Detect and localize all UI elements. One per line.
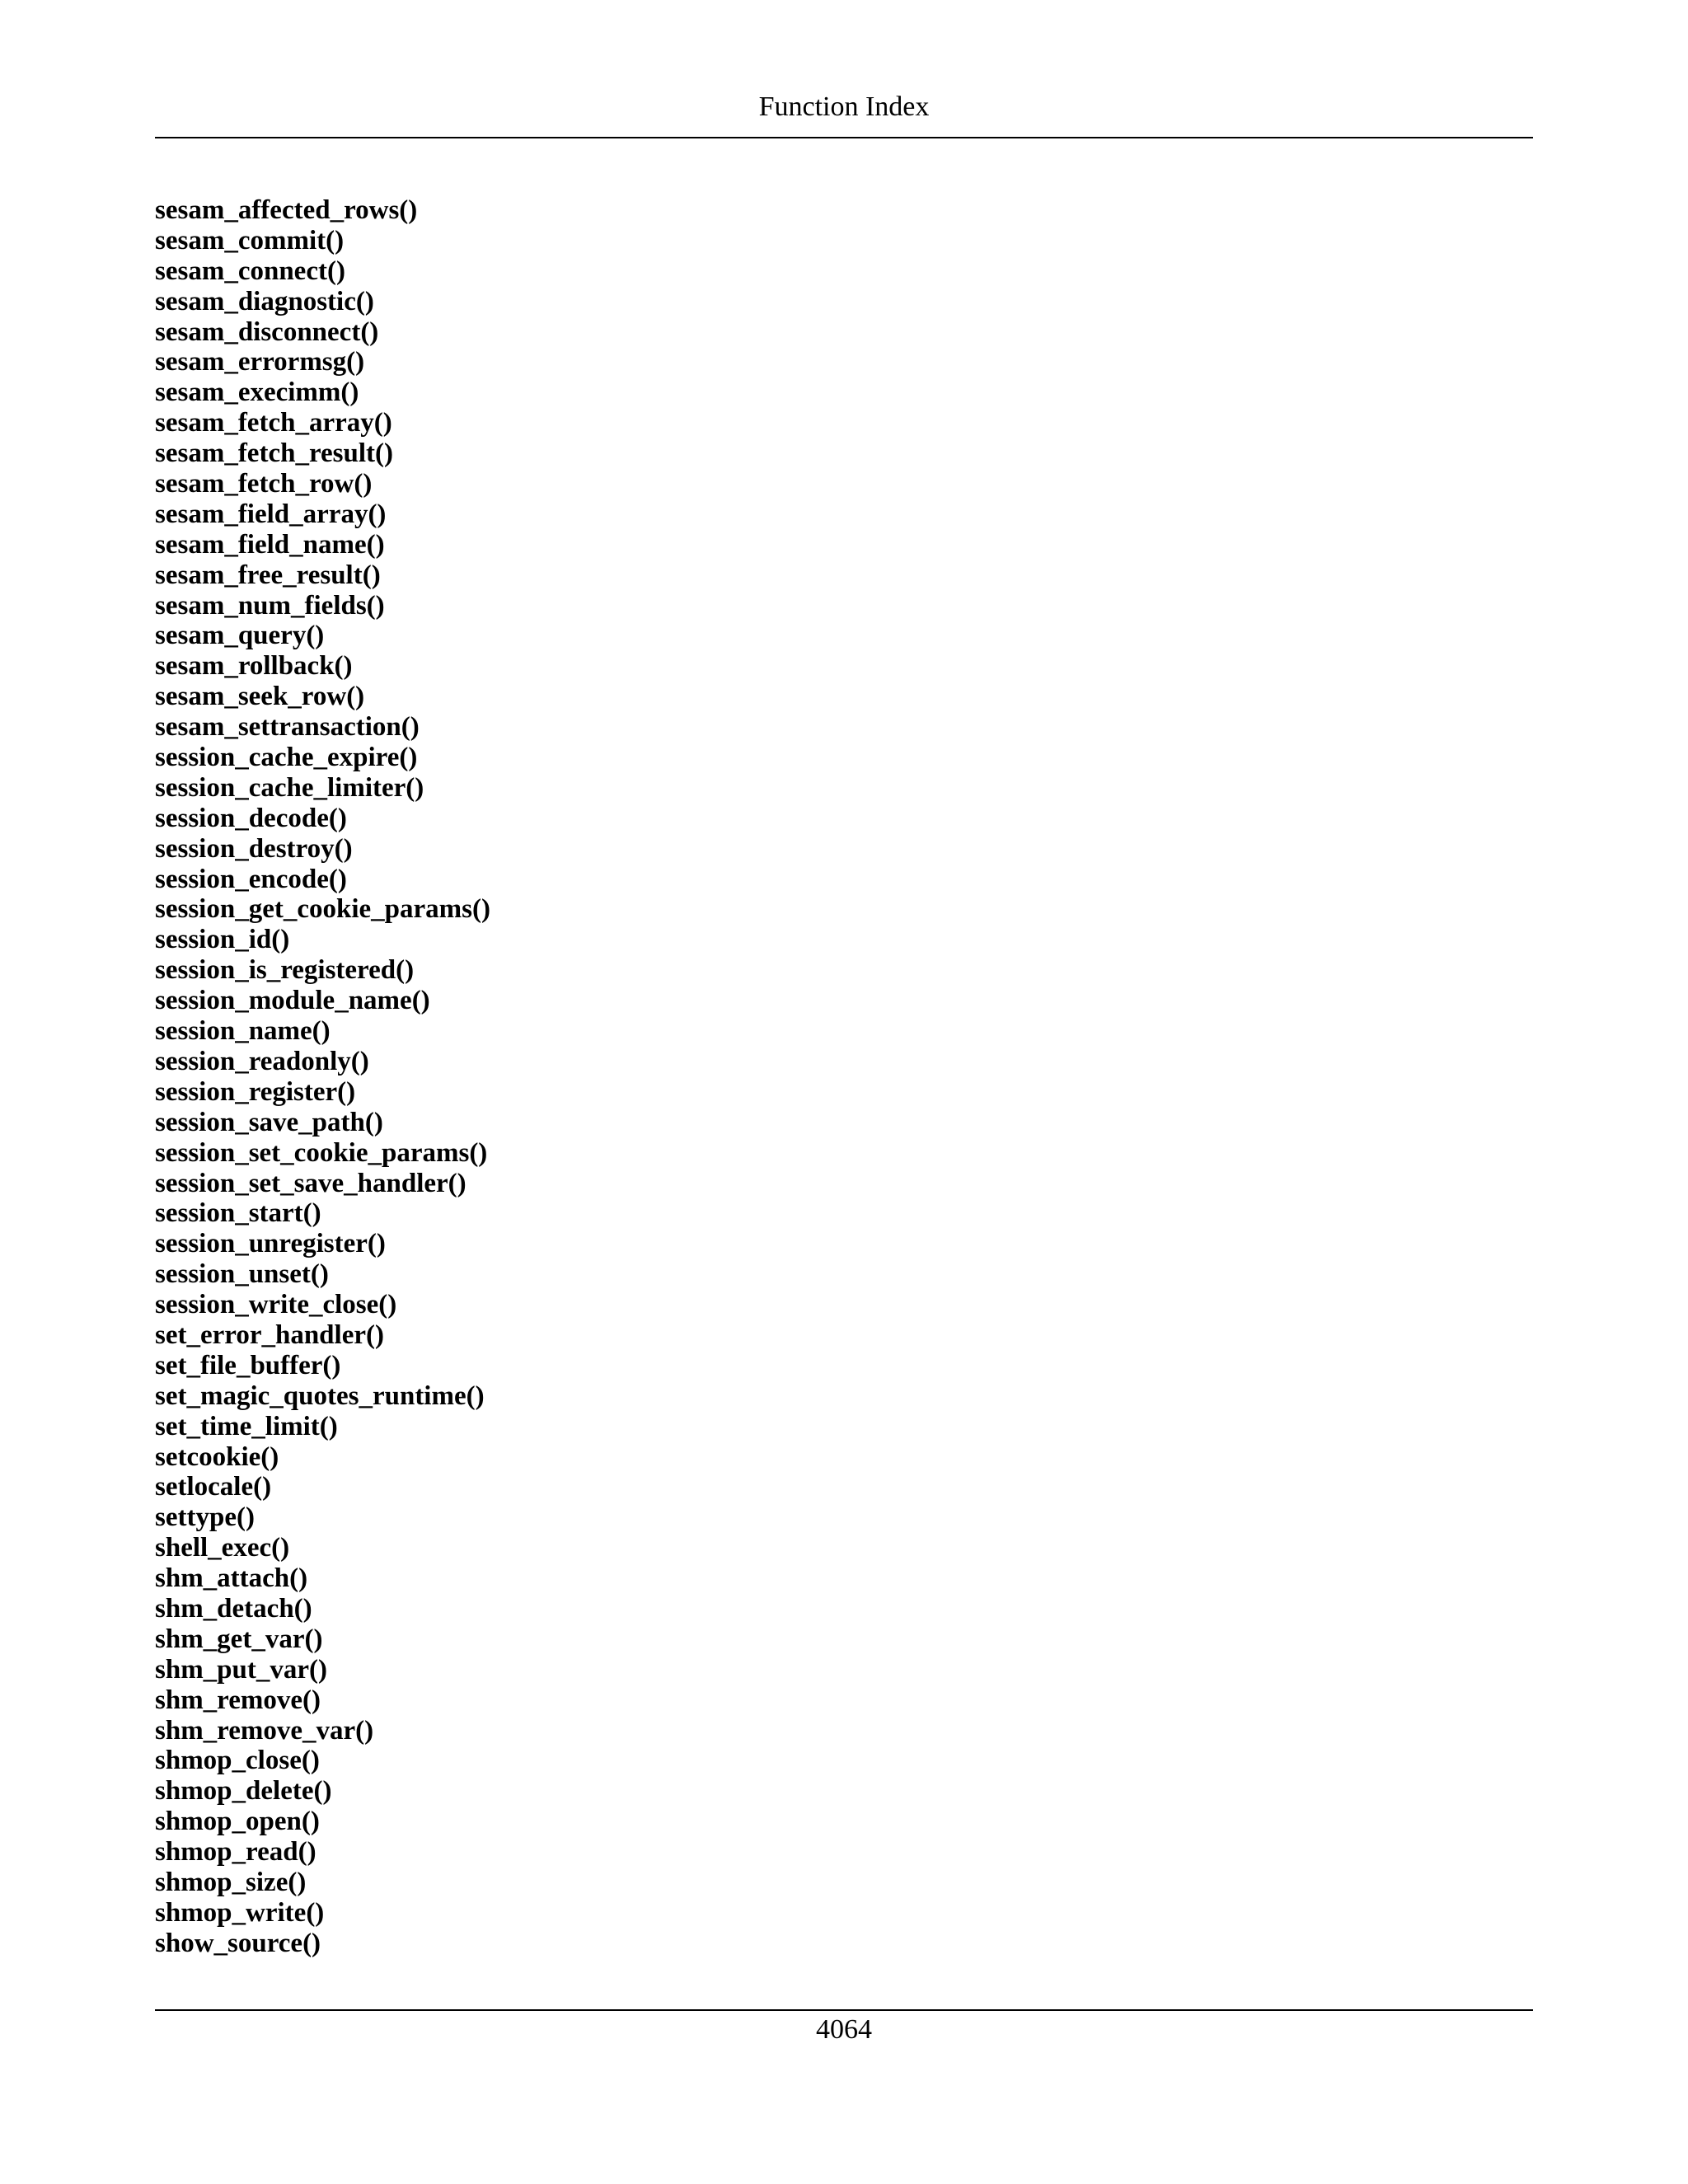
function-entry: sesam_seek_row() bbox=[155, 682, 365, 712]
function-entry: setcookie() bbox=[155, 1441, 279, 1472]
function-entry: sesam_fetch_row() bbox=[155, 469, 373, 499]
function-entry: shmop_size() bbox=[155, 1867, 307, 1897]
function-entry: session_readonly() bbox=[155, 1046, 369, 1076]
function-entry: set_error_handler() bbox=[155, 1319, 384, 1350]
function-entry: shmop_open() bbox=[155, 1807, 320, 1837]
function-entry: session_save_path() bbox=[155, 1107, 383, 1137]
function-entry: session_is_registered() bbox=[155, 955, 415, 986]
function-entry: show_source() bbox=[155, 1928, 321, 1958]
function-entry: session_set_save_handler() bbox=[155, 1168, 467, 1198]
function-entry: sesam_rollback() bbox=[155, 651, 353, 682]
function-entry: sesam_free_result() bbox=[155, 560, 381, 590]
function-entry: session_register() bbox=[155, 1076, 356, 1107]
function-entry: sesam_affected_rows() bbox=[155, 195, 418, 225]
function-entry: sesam_num_fields() bbox=[155, 590, 385, 621]
function-entry: sesam_settransaction() bbox=[155, 712, 420, 743]
function-entry: session_destroy() bbox=[155, 833, 353, 864]
function-entry: session_write_close() bbox=[155, 1290, 397, 1320]
function-entry: set_magic_quotes_runtime() bbox=[155, 1380, 485, 1411]
function-entry: shm_get_var() bbox=[155, 1624, 323, 1654]
function-entry: sesam_connect() bbox=[155, 255, 345, 286]
function-entry: sesam_field_array() bbox=[155, 499, 387, 529]
footer-rule bbox=[155, 2009, 1533, 2011]
function-entry: settype() bbox=[155, 1502, 255, 1533]
function-entry: sesam_field_name() bbox=[155, 529, 385, 560]
function-entry: session_decode() bbox=[155, 803, 347, 833]
function-entry: sesam_errormsg() bbox=[155, 347, 365, 377]
function-entry: session_get_cookie_params() bbox=[155, 894, 490, 925]
function-entry: shmop_write() bbox=[155, 1897, 325, 1928]
function-entry: sesam_query() bbox=[155, 621, 325, 651]
function-entry: session_unregister() bbox=[155, 1229, 386, 1259]
function-entry: shmop_read() bbox=[155, 1837, 316, 1868]
function-entry: session_encode() bbox=[155, 864, 347, 894]
function-index-list bbox=[155, 195, 490, 1959]
page-header-title: Function Index bbox=[758, 91, 930, 122]
function-entry: shell_exec() bbox=[155, 1533, 290, 1563]
function-entry: session_start() bbox=[155, 1198, 321, 1229]
function-entry: session_name() bbox=[155, 1016, 331, 1047]
function-entry: session_module_name() bbox=[155, 986, 430, 1016]
function-entry: session_unset() bbox=[155, 1259, 329, 1290]
function-entry: sesam_commit() bbox=[155, 225, 345, 255]
function-entry: shm_remove() bbox=[155, 1685, 321, 1715]
function-entry: session_cache_limiter() bbox=[155, 772, 424, 803]
function-entry: sesam_fetch_array() bbox=[155, 408, 392, 438]
function-entry: shmop_delete() bbox=[155, 1776, 332, 1807]
function-entry: sesam_execimm() bbox=[155, 377, 359, 408]
function-entry: shmop_close() bbox=[155, 1746, 320, 1776]
function-entry: sesam_fetch_result() bbox=[155, 438, 393, 469]
function-entry: shm_remove_var() bbox=[155, 1715, 374, 1746]
function-entry: session_id() bbox=[155, 925, 290, 955]
function-entry: setlocale() bbox=[155, 1472, 272, 1502]
function-entry: shm_detach() bbox=[155, 1593, 312, 1624]
page-number: 4064 bbox=[816, 2014, 872, 2045]
header-rule bbox=[155, 137, 1533, 138]
function-entry: sesam_disconnect() bbox=[155, 316, 379, 347]
function-entry: session_set_cookie_params() bbox=[155, 1137, 488, 1168]
function-entry: set_time_limit() bbox=[155, 1411, 338, 1441]
function-entry: sesam_diagnostic() bbox=[155, 286, 374, 316]
function-entry: session_cache_expire() bbox=[155, 743, 418, 773]
function-entry: shm_attach() bbox=[155, 1563, 308, 1594]
function-entry: set_file_buffer() bbox=[155, 1350, 341, 1380]
function-entry: shm_put_var() bbox=[155, 1654, 328, 1685]
